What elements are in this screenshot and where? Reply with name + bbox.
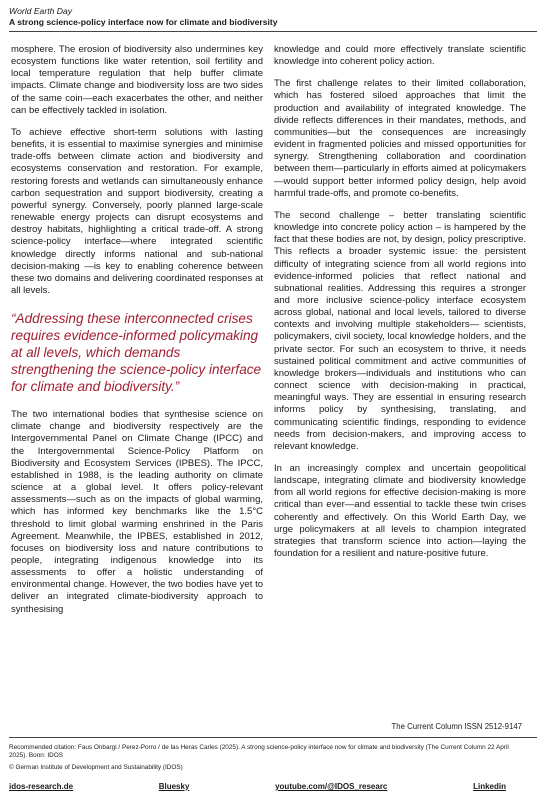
page-header (9, 6, 537, 32)
series-label: World Earth Day (9, 6, 73, 16)
bluesky-link[interactable]: Bluesky (158, 782, 190, 791)
recommended-citation: Recommended citation: Faus Onbargi / Perez-Porro / de las Heras Carles (2025). A strong science-policy interface now for climate and biodiversity (The Current Column 22 April 2025). Bonn: IDOS (9, 744, 509, 760)
body-paragraph: To achieve effective short-term solutions with lasting benefits, it is essential to maximise synergies and minimise trade-offs between climate action and biodiversity and ecosystems conservation and restoration. For example, restoring forests and wetlands can simultaneously enhance carbon sequestration and support biodiversity, creating a powerful synergy. Conversely, poorly planned large-scale renewable energy projects can disrupt ecosystems and destroy habitats, highlighting a critical trade-off. A strong science-policy interface—where integrated scientific knowledge directly informs national and sub-national decision-making —is key to enabling coherence between these two domains and delivering coordinated responses at all levels. (11, 126, 263, 296)
header-divider (9, 31, 537, 32)
pull-quote: “Addressing these interconnected crises requires evidence-informed policymaking at all levels, which demands strengthening the science-policy interface for climate and biodiversity.” (11, 311, 262, 395)
right-column (274, 44, 526, 560)
body-paragraph: The first challenge relates to their limited collaboration, which has fostered siloed approaches that limit the production and availability of integrated knowledge. The divide reflects differences in their mandates, methods, and communities—but the consequences are increasingly evident in fragmented policies and missed opportunities for synergy. Strengthening collaboration and coordination between them—particularly in efforts aimed at policymakers—would support better informed policy design, help avoid harmful trade-offs, and promote co-benefits. (274, 78, 526, 199)
body-paragraph: The second challenge – better translating scientific knowledge into concrete policy action – is hampered by the fact that these bodies are not, by design, policy prescriptive. This reflects a broader systemic issue: the persistent difficulty of integrating science from all world regions into evidence-informed policies that reflect national and subnational realities. Addressing this requires a stronger and more inclusive science-policy interface ecosystem across global, national and local levels, tailored to diverse contexts and involving multiple stakeholders— scientists, policymakers, civil society, local knowledge holders, and the private sector. For such an ecosystem to thrive, it needs sustained political commitment and active communities of knowledge brokers—individuals and institutions who can connect science with decision-making in practical, meaningful ways. They are essential in ensuring research informs policy by synthesising, translating, and communicating scientific findings, responding to evidence needs from decision-makers, and improving access to relevant knowledge. (274, 209, 526, 452)
left-column (11, 44, 263, 616)
footer-divider (9, 737, 537, 738)
body-paragraph: In an increasingly complex and uncertain geopolitical landscape, integrating climate and biodiversity knowledge from all world regions for effective decision-making is more critical than ever—and essential to tackle these twin crises coherently and effectively. On this World Earth Day, we urge policymakers at all levels to champion integrated strategies that transform science into action—laying the foundation for a resilient and nature-positive future. (274, 463, 526, 560)
issn-label: The Current Column ISSN 2512-9147 (391, 722, 522, 731)
linkedin-link[interactable]: Linkedin (473, 782, 506, 791)
body-paragraph: mosphere. The erosion of biodiversity also undermines key ecosystem functions like water retention, soil fertility and local temperature regulation that help buffer climate impacts. Climate change and biodiversity loss are two sides of the same coin—each exacerbates the other, and neither can be effectively tackled in isolation. (11, 44, 263, 116)
document-title: A strong science-policy interface now for climate and biodiversity (9, 17, 278, 27)
copyright-notice: © German Institute of Development and Sustainability (IDOS) (9, 764, 183, 771)
footer-links (9, 782, 506, 791)
body-paragraph: The two international bodies that synthesise science on climate change and biodiversity respectively are the Intergovernmental Panel on Climate Change (IPCC) and the Intergovernmental Science-Policy Platform on Biodiversity and Ecosystem Services (IPBES). The IPCC, established in 1988, is the leading authority on climate science at a global level. It offers policy-relevant assessments—such as on the impacts of global warming, which has informed key benchmarks like the 1.5°C threshold to limit global warming enshrined in the Paris Agreement. Meanwhile, the IPBES, established in 2012, focuses on biodiversity loss and nature contributions to people, integrating indigenous knowledge into its assessments to offer a holistic understanding of environmental change. However, the two bodies have yet to deliver an integrated climate-biodiversity approach to synthesising (11, 409, 263, 615)
website-link[interactable]: idos-research.de (9, 782, 74, 791)
youtube-link[interactable]: youtube.com/@IDOS_researc (275, 782, 388, 791)
body-paragraph: knowledge and could more effectively translate scientific knowledge into coherent policy action. (274, 44, 526, 68)
